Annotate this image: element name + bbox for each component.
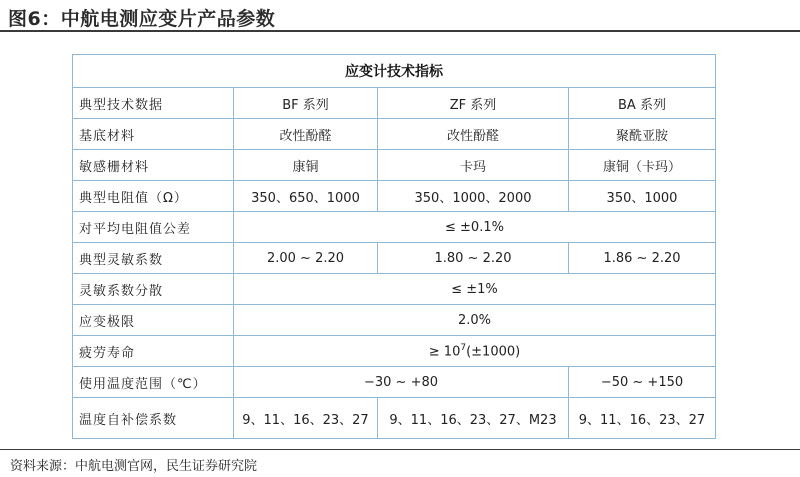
spec-table bbox=[72, 54, 716, 439]
cell-zf: 1.80 ~ 2.20 bbox=[378, 243, 569, 274]
source-divider bbox=[0, 449, 800, 450]
header-bf: BF 系列 bbox=[234, 88, 378, 119]
fatigue-suffix: (±1000) bbox=[466, 344, 521, 360]
cell-ba: 350、1000 bbox=[569, 181, 716, 212]
header-ba: BA 系列 bbox=[569, 88, 716, 119]
cell-ba: 康铜（卡玛） bbox=[569, 150, 716, 181]
row-label: 灵敏系数分散 bbox=[73, 274, 234, 305]
row-label: 典型灵敏系数 bbox=[73, 243, 234, 274]
cell-ba: −50 ~ +150 bbox=[569, 367, 716, 398]
table-caption: 应变计技术指标 bbox=[73, 55, 716, 88]
row-label: 应变极限 bbox=[73, 305, 234, 336]
cell-bf: 350、650、1000 bbox=[234, 181, 378, 212]
cell-ba: 聚酰亚胺 bbox=[569, 119, 716, 150]
header-label: 典型技术数据 bbox=[73, 88, 234, 119]
figure-title: 图6：中航电测应变片产品参数 bbox=[8, 8, 276, 30]
cell-merged: 2.0% bbox=[234, 305, 716, 336]
table-row bbox=[73, 150, 716, 181]
title-divider bbox=[0, 30, 800, 32]
cell-zf: 卡玛 bbox=[378, 150, 569, 181]
table-row bbox=[73, 274, 716, 305]
source-note: 资料来源：中航电测官网，民生证券研究院 bbox=[10, 459, 258, 474]
fatigue-exponent: 7 bbox=[460, 342, 467, 353]
cell-bf: 康铜 bbox=[234, 150, 378, 181]
spec-table-container bbox=[72, 54, 715, 439]
row-label: 使用温度范围（℃） bbox=[73, 367, 234, 398]
row-label: 温度自补偿系数 bbox=[73, 398, 234, 439]
table-row bbox=[73, 336, 716, 367]
cell-bf: 2.00 ~ 2.20 bbox=[234, 243, 378, 274]
table-row bbox=[73, 243, 716, 274]
cell-ba: 9、11、16、23、27 bbox=[569, 398, 716, 439]
cell-zf: 改性酚醛 bbox=[378, 119, 569, 150]
header-zf: ZF 系列 bbox=[378, 88, 569, 119]
cell-bf: 改性酚醛 bbox=[234, 119, 378, 150]
table-row bbox=[73, 367, 716, 398]
cell-bf: 9、11、16、23、27 bbox=[234, 398, 378, 439]
table-caption-row bbox=[73, 55, 716, 88]
cell-zf: 9、11、16、23、27、M23 bbox=[378, 398, 569, 439]
cell-bf-zf: −30 ~ +80 bbox=[234, 367, 569, 398]
table-row bbox=[73, 398, 716, 439]
cell-merged bbox=[234, 336, 716, 367]
cell-zf: 350、1000、2000 bbox=[378, 181, 569, 212]
row-label: 对平均电阻值公差 bbox=[73, 212, 234, 243]
row-label: 基底材料 bbox=[73, 119, 234, 150]
fatigue-prefix: ≥ 10 bbox=[428, 344, 461, 360]
table-row bbox=[73, 305, 716, 336]
cell-ba: 1.86 ~ 2.20 bbox=[569, 243, 716, 274]
table-row bbox=[73, 212, 716, 243]
row-label: 典型电阻值（Ω） bbox=[73, 181, 234, 212]
cell-merged: ≤ ±1% bbox=[234, 274, 716, 305]
cell-merged: ≤ ±0.1% bbox=[234, 212, 716, 243]
row-label: 敏感栅材料 bbox=[73, 150, 234, 181]
table-row bbox=[73, 119, 716, 150]
row-label: 疲劳寿命 bbox=[73, 336, 234, 367]
table-header-row bbox=[73, 88, 716, 119]
table-row bbox=[73, 181, 716, 212]
